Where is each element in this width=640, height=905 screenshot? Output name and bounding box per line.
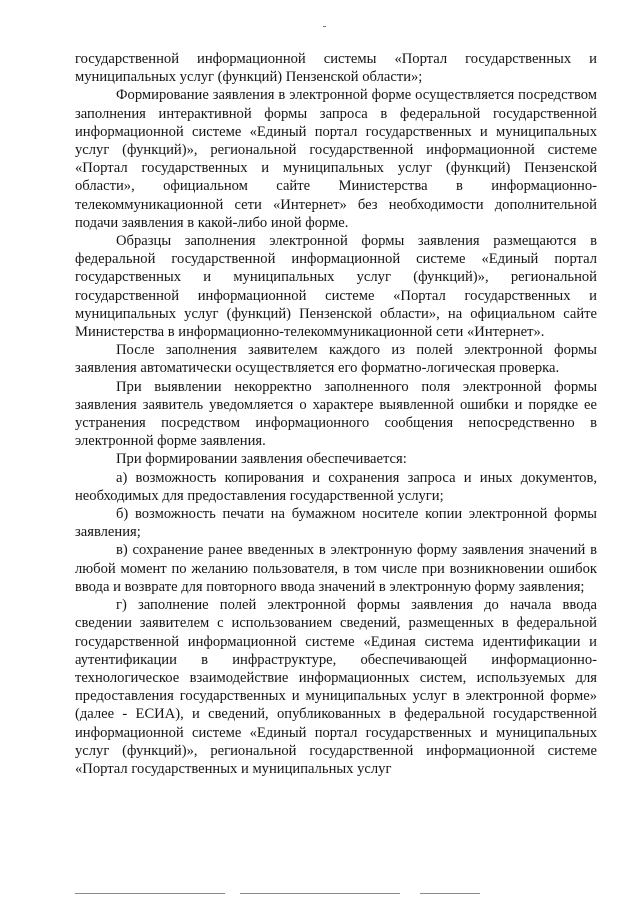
paragraph-continuation: государственной информационной системы «Портал государственных и муниципальных услуг (функций) Пензенской области»; [75, 51, 597, 86]
document-body [75, 50, 597, 778]
list-item-g: г) заполнение полей электронной формы заявления до начала ввода сведении заявителем с использованием сведений, размещенных в федеральной государственной информационной системе «Единая система идентификации и аутентификации в инфраструктуре, обеспечивающей информационно-технологическое взаимодействие информационных систем, используемых для предоставления государственных и муниципальных услуг в электронной форме» (далее - ЕСИА), и сведений, опубликованных в федеральной государственной информационной системе «Единый портал государственных и муниципальных услуг (функций)», региональной государственной информационной системе «Портал государственных и муниципальных услуг [75, 597, 597, 777]
list-item-v: в) сохранение ранее введенных в электронную форму заявления значений в любой момент по желанию пользователя, в том числе при возникновении ошибок ввода и возврате для повторного ввода значений в электронную форму заявления; [75, 542, 597, 595]
list-item-b: б) возможность печати на бумажном носителе копии электронной формы заявления; [75, 506, 597, 541]
paragraph-electronic-form: Формирование заявления в электронной форме осуществляется посредством заполнения интерактивной формы запроса в федеральной государственной информационной системе «Единый портал государственных и муниципальных услуг (функций)», региональной государственной информационной системе «Портал государственных и муниципальных услуг (функций) Пензенской области», официальном сайте Министерства в информационно-телекоммуникационной сети «Интернет» без необходимости дополнительной подачи заявления в какой-либо иной форме. [75, 87, 597, 231]
paragraph-form-samples: Образцы заполнения электронной формы заявления размещаются в федеральной государственной информационной системе «Единый портал государственных и муниципальных услуг (функций)», региональной государственной информационной системе «Портал государственных и муниципальных услуг (функций) Пензенской области», на официальном сайте Министерства в информационно-телекоммуникационной сети «Интернет». [75, 233, 597, 341]
scan-artifact-top [323, 26, 326, 27]
paragraph-format-check: После заполнения заявителем каждого из полей электронной формы заявления автоматически осуществляется его форматно-логическая проверка. [75, 342, 597, 377]
paragraph-list-intro: При формировании заявления обеспечивается: [116, 451, 407, 468]
scan-artifact-bottom-right [420, 893, 480, 894]
paragraph-error-notice: При выявлении некорректно заполненного поля электронной формы заявления заявитель уведомляется о характере выявленной ошибки и порядке ее устранения посредством информационного сообщения непосредственно в электронной форме заявления. [75, 378, 597, 450]
scan-artifact-bottom-left [75, 893, 225, 894]
scan-artifact-bottom-mid [240, 893, 400, 894]
list-item-a: а) возможность копирования и сохранения запроса и иных документов, необходимых для предоставления государственной услуги; [75, 469, 597, 504]
